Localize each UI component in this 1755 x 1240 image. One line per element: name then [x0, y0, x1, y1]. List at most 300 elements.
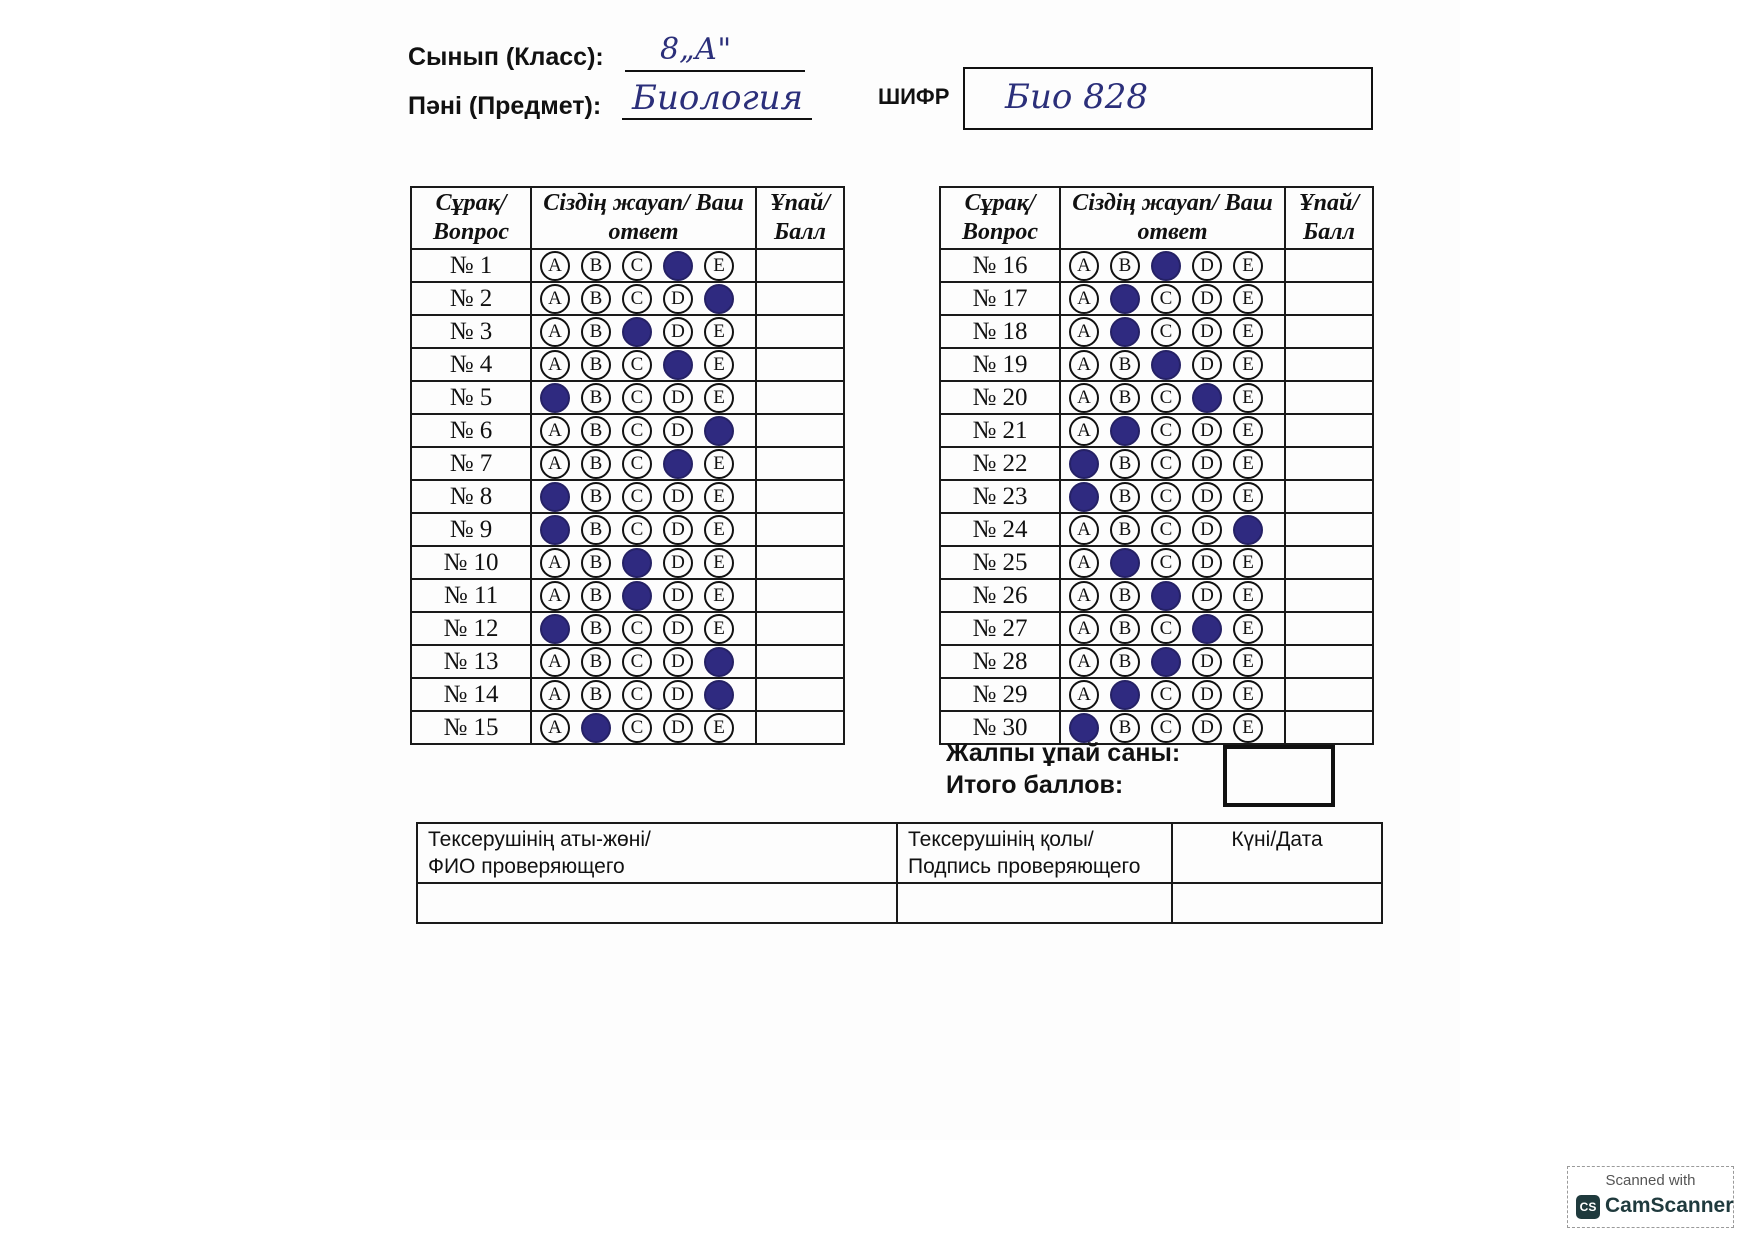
score-cell[interactable]: [1285, 447, 1373, 480]
answer-bubbles: [531, 480, 756, 513]
option-bubble-b[interactable]: B: [1110, 482, 1140, 512]
question-number: № 28: [940, 645, 1060, 678]
score-cell[interactable]: [1285, 645, 1373, 678]
option-bubble-d[interactable]: D: [663, 713, 693, 743]
header-score: Ұпай/ Балл: [756, 187, 844, 249]
option-bubble-d[interactable]: D: [1192, 251, 1222, 281]
question-number: № 12: [411, 612, 531, 645]
question-number: № 22: [940, 447, 1060, 480]
option-bubble-c[interactable]: C: [622, 350, 652, 380]
question-row: [940, 414, 1373, 447]
option-bubble-d[interactable]: D: [1192, 515, 1222, 545]
option-bubble-a[interactable]: A: [1069, 251, 1099, 281]
question-row: [940, 315, 1373, 348]
option-bubble-c[interactable]: C: [1151, 317, 1181, 347]
option-bubble-e[interactable]: E: [704, 317, 734, 347]
question-row: [411, 678, 844, 711]
answer-bubbles: [531, 579, 756, 612]
option-bubble-a[interactable]: A: [540, 284, 570, 314]
question-number: № 4: [411, 348, 531, 381]
answer-bubbles: [1060, 249, 1285, 282]
option-bubble-b[interactable]: [1110, 680, 1140, 710]
option-bubble-a[interactable]: A: [1069, 317, 1099, 347]
option-bubble-b[interactable]: B: [581, 383, 611, 413]
question-row: [411, 711, 844, 744]
option-bubble-e[interactable]: E: [1233, 449, 1263, 479]
option-bubble-d[interactable]: [1192, 614, 1222, 644]
option-bubble-b[interactable]: B: [581, 416, 611, 446]
option-bubble-e[interactable]: E: [1233, 680, 1263, 710]
header-question: Сұрақ/ Вопрос: [411, 187, 531, 249]
question-number: № 20: [940, 381, 1060, 414]
question-number: № 8: [411, 480, 531, 513]
answer-bubbles: [1060, 645, 1285, 678]
option-bubble-b[interactable]: [581, 713, 611, 743]
score-cell[interactable]: [1285, 579, 1373, 612]
option-bubble-b[interactable]: B: [1110, 350, 1140, 380]
option-bubble-e[interactable]: E: [1233, 548, 1263, 578]
checker-name-kz: Тексерушінің аты-жөні/: [428, 828, 651, 851]
score-cell[interactable]: [1285, 348, 1373, 381]
option-bubble-c[interactable]: [1151, 251, 1181, 281]
option-bubble-c[interactable]: [622, 317, 652, 347]
option-bubble-e[interactable]: [704, 416, 734, 446]
option-bubble-a[interactable]: [1069, 449, 1099, 479]
option-bubble-d[interactable]: D: [1192, 449, 1222, 479]
score-cell[interactable]: [1285, 546, 1373, 579]
question-number: № 10: [411, 546, 531, 579]
option-bubble-b[interactable]: B: [581, 680, 611, 710]
answer-table-left: [410, 186, 845, 745]
cipher-label: ШИФР: [878, 84, 950, 109]
option-bubble-d[interactable]: D: [663, 614, 693, 644]
question-number: № 9: [411, 513, 531, 546]
answer-bubbles: [1060, 348, 1285, 381]
answer-bubbles: [1060, 678, 1285, 711]
answer-bubbles: [531, 678, 756, 711]
question-row: [411, 579, 844, 612]
option-bubble-d[interactable]: D: [1192, 317, 1222, 347]
answer-bubbles: [1060, 315, 1285, 348]
option-bubble-b[interactable]: B: [581, 449, 611, 479]
option-bubble-d[interactable]: D: [663, 548, 693, 578]
question-number: № 30: [940, 711, 1060, 744]
cipher-value: Био 828: [1005, 77, 1149, 117]
answer-bubbles: [1060, 282, 1285, 315]
option-bubble-a[interactable]: A: [1069, 416, 1099, 446]
question-number: № 7: [411, 447, 531, 480]
option-bubble-e[interactable]: E: [704, 515, 734, 545]
question-row: [940, 612, 1373, 645]
answer-bubbles: [1060, 513, 1285, 546]
option-bubble-e[interactable]: E: [704, 482, 734, 512]
option-bubble-b[interactable]: B: [1110, 581, 1140, 611]
answer-bubbles: [531, 249, 756, 282]
question-row: [940, 282, 1373, 315]
option-bubble-d[interactable]: D: [663, 581, 693, 611]
option-bubble-b[interactable]: B: [581, 647, 611, 677]
answer-bubbles: [1060, 546, 1285, 579]
option-bubble-e[interactable]: E: [1233, 251, 1263, 281]
option-bubble-c[interactable]: C: [1151, 416, 1181, 446]
option-bubble-b[interactable]: B: [581, 317, 611, 347]
subject-value: Биология: [632, 78, 804, 118]
checker-table: [416, 822, 1383, 924]
question-number: № 15: [411, 711, 531, 744]
option-bubble-d[interactable]: D: [663, 416, 693, 446]
option-bubble-c[interactable]: [1151, 647, 1181, 677]
option-bubble-c[interactable]: C: [1151, 680, 1181, 710]
option-bubble-a[interactable]: A: [540, 350, 570, 380]
question-number: № 23: [940, 480, 1060, 513]
answer-bubbles: [1060, 381, 1285, 414]
checker-name-ru: ФИО проверяющего: [428, 855, 625, 878]
option-bubble-e[interactable]: E: [1233, 713, 1263, 743]
option-bubble-d[interactable]: [663, 449, 693, 479]
score-cell[interactable]: [756, 711, 844, 744]
score-cell[interactable]: [1285, 480, 1373, 513]
question-number: № 27: [940, 612, 1060, 645]
score-cell[interactable]: [1285, 678, 1373, 711]
option-bubble-d[interactable]: D: [663, 482, 693, 512]
subject-label: Пәні (Предмет):: [408, 92, 602, 120]
answer-bubbles: [531, 447, 756, 480]
option-bubble-a[interactable]: A: [1069, 548, 1099, 578]
scanned-with-text: Scanned with: [1605, 1172, 1696, 1189]
answer-bubbles: [531, 348, 756, 381]
option-bubble-d[interactable]: D: [1192, 581, 1222, 611]
option-bubble-b[interactable]: B: [581, 284, 611, 314]
option-bubble-c[interactable]: C: [1151, 383, 1181, 413]
question-number: № 29: [940, 678, 1060, 711]
option-bubble-c[interactable]: C: [622, 482, 652, 512]
checker-date-cell[interactable]: [1172, 883, 1382, 923]
checker-sign-header: [897, 823, 1172, 883]
score-cell[interactable]: [1285, 513, 1373, 546]
header-question: Сұрақ/ Вопрос: [940, 187, 1060, 249]
option-bubble-d[interactable]: D: [663, 284, 693, 314]
class-underline: [625, 70, 805, 72]
option-bubble-c[interactable]: C: [622, 416, 652, 446]
option-bubble-c[interactable]: C: [622, 515, 652, 545]
question-row: [940, 513, 1373, 546]
option-bubble-e[interactable]: E: [1233, 383, 1263, 413]
option-bubble-d[interactable]: D: [1192, 647, 1222, 677]
option-bubble-c[interactable]: C: [1151, 713, 1181, 743]
answer-bubbles: [531, 612, 756, 645]
option-bubble-c[interactable]: C: [622, 449, 652, 479]
option-bubble-b[interactable]: B: [1110, 647, 1140, 677]
option-bubble-a[interactable]: [540, 614, 570, 644]
score-cell[interactable]: [1285, 711, 1373, 744]
answer-bubbles: [1060, 612, 1285, 645]
question-row: [940, 579, 1373, 612]
answer-bubbles: [531, 381, 756, 414]
option-bubble-d[interactable]: D: [1192, 680, 1222, 710]
question-row: [411, 645, 844, 678]
option-bubble-b[interactable]: B: [581, 548, 611, 578]
checker-name-cell[interactable]: [417, 883, 897, 923]
answer-bubbles: [1060, 480, 1285, 513]
option-bubble-b[interactable]: [1110, 416, 1140, 446]
option-bubble-e[interactable]: E: [1233, 482, 1263, 512]
score-cell[interactable]: [1285, 381, 1373, 414]
option-bubble-d[interactable]: [1192, 383, 1222, 413]
option-bubble-b[interactable]: [1110, 548, 1140, 578]
total-label-kz: Жалпы ұпай саны:: [946, 739, 1181, 767]
answer-bubbles: [1060, 579, 1285, 612]
question-row: [940, 447, 1373, 480]
option-bubble-c[interactable]: C: [1151, 449, 1181, 479]
question-number: № 24: [940, 513, 1060, 546]
option-bubble-c[interactable]: [1151, 581, 1181, 611]
option-bubble-d[interactable]: D: [663, 317, 693, 347]
option-bubble-c[interactable]: C: [622, 284, 652, 314]
total-score-box[interactable]: [1223, 745, 1335, 807]
option-bubble-d[interactable]: [663, 251, 693, 281]
option-bubble-a[interactable]: A: [1069, 284, 1099, 314]
score-cell[interactable]: [756, 612, 844, 645]
option-bubble-a[interactable]: [1069, 713, 1099, 743]
option-bubble-e[interactable]: E: [1233, 614, 1263, 644]
cipher-box: [963, 67, 1373, 130]
option-bubble-e[interactable]: E: [704, 548, 734, 578]
score-cell[interactable]: [1285, 315, 1373, 348]
question-number: № 13: [411, 645, 531, 678]
option-bubble-a[interactable]: A: [540, 581, 570, 611]
subject-underline: [622, 118, 812, 120]
option-bubble-e[interactable]: E: [704, 713, 734, 743]
question-number: № 18: [940, 315, 1060, 348]
score-cell[interactable]: [756, 678, 844, 711]
option-bubble-d[interactable]: D: [663, 515, 693, 545]
option-bubble-e[interactable]: [1233, 515, 1263, 545]
score-cell[interactable]: [1285, 414, 1373, 447]
option-bubble-a[interactable]: A: [540, 449, 570, 479]
option-bubble-c[interactable]: C: [622, 680, 652, 710]
total-label-ru: Итого баллов:: [946, 771, 1124, 799]
option-bubble-a[interactable]: [540, 383, 570, 413]
option-bubble-d[interactable]: D: [1192, 713, 1222, 743]
option-bubble-a[interactable]: A: [1069, 680, 1099, 710]
class-value: 8„А": [660, 32, 732, 67]
question-number: № 6: [411, 414, 531, 447]
option-bubble-c[interactable]: C: [622, 713, 652, 743]
option-bubble-a[interactable]: A: [1069, 515, 1099, 545]
score-cell[interactable]: [756, 447, 844, 480]
option-bubble-e[interactable]: E: [704, 614, 734, 644]
option-bubble-a[interactable]: A: [540, 416, 570, 446]
checker-date-header: [1172, 823, 1382, 883]
question-number: № 5: [411, 381, 531, 414]
option-bubble-c[interactable]: [1151, 350, 1181, 380]
option-bubble-a[interactable]: [540, 482, 570, 512]
option-bubble-c[interactable]: C: [1151, 614, 1181, 644]
question-row: [411, 447, 844, 480]
option-bubble-b[interactable]: B: [1110, 383, 1140, 413]
answer-bubbles: [1060, 447, 1285, 480]
option-bubble-b[interactable]: B: [1110, 251, 1140, 281]
score-cell[interactable]: [756, 315, 844, 348]
option-bubble-d[interactable]: D: [663, 680, 693, 710]
option-bubble-a[interactable]: A: [1069, 350, 1099, 380]
answer-bubbles: [531, 414, 756, 447]
score-cell[interactable]: [756, 513, 844, 546]
option-bubble-b[interactable]: B: [1110, 449, 1140, 479]
question-number: № 19: [940, 348, 1060, 381]
question-number: № 2: [411, 282, 531, 315]
question-number: № 16: [940, 249, 1060, 282]
option-bubble-c[interactable]: C: [622, 251, 652, 281]
option-bubble-a[interactable]: A: [540, 548, 570, 578]
answer-bubbles: [531, 315, 756, 348]
answer-table-right: [939, 186, 1374, 745]
option-bubble-e[interactable]: E: [1233, 647, 1263, 677]
option-bubble-e[interactable]: E: [1233, 581, 1263, 611]
option-bubble-a[interactable]: A: [540, 713, 570, 743]
option-bubble-c[interactable]: C: [1151, 284, 1181, 314]
camscanner-name: CamScanner: [1605, 1194, 1734, 1217]
score-cell[interactable]: [756, 480, 844, 513]
option-bubble-a[interactable]: A: [1069, 383, 1099, 413]
option-bubble-c[interactable]: C: [622, 383, 652, 413]
score-cell[interactable]: [756, 645, 844, 678]
option-bubble-e[interactable]: E: [704, 251, 734, 281]
option-bubble-b[interactable]: B: [581, 482, 611, 512]
option-bubble-d[interactable]: D: [663, 647, 693, 677]
question-row: [940, 249, 1373, 282]
answer-bubbles: [531, 282, 756, 315]
question-row: [411, 348, 844, 381]
option-bubble-b[interactable]: B: [1110, 713, 1140, 743]
option-bubble-b[interactable]: [1110, 284, 1140, 314]
option-bubble-d[interactable]: [663, 350, 693, 380]
question-number: № 17: [940, 282, 1060, 315]
camscanner-logo-icon: CS: [1576, 1195, 1600, 1219]
header-answer: Сіздің жауап/ Ваш ответ: [1060, 187, 1285, 249]
question-number: № 25: [940, 546, 1060, 579]
score-cell[interactable]: [756, 282, 844, 315]
option-bubble-e[interactable]: E: [1233, 416, 1263, 446]
answer-bubbles: [531, 711, 756, 744]
question-number: № 26: [940, 579, 1060, 612]
question-row: [411, 249, 844, 282]
score-cell[interactable]: [756, 348, 844, 381]
header-answer: Сіздің жауап/ Ваш ответ: [531, 187, 756, 249]
score-cell[interactable]: [756, 414, 844, 447]
score-cell[interactable]: [1285, 249, 1373, 282]
option-bubble-a[interactable]: A: [540, 317, 570, 347]
answer-bubbles: [531, 546, 756, 579]
option-bubble-b[interactable]: B: [581, 350, 611, 380]
camscanner-watermark: [1567, 1166, 1734, 1228]
option-bubble-c[interactable]: C: [622, 647, 652, 677]
checker-sign-cell[interactable]: [897, 883, 1172, 923]
option-bubble-d[interactable]: D: [1192, 482, 1222, 512]
question-number: № 3: [411, 315, 531, 348]
option-bubble-d[interactable]: D: [1192, 284, 1222, 314]
checker-sign-kz: Тексерушінің қолы/: [908, 828, 1094, 851]
option-bubble-e[interactable]: [704, 647, 734, 677]
score-cell[interactable]: [1285, 282, 1373, 315]
score-cell[interactable]: [1285, 612, 1373, 645]
question-row: [411, 480, 844, 513]
option-bubble-e[interactable]: E: [1233, 284, 1263, 314]
score-cell[interactable]: [756, 546, 844, 579]
option-bubble-e[interactable]: E: [704, 581, 734, 611]
option-bubble-a[interactable]: A: [1069, 647, 1099, 677]
option-bubble-e[interactable]: E: [704, 350, 734, 380]
option-bubble-c[interactable]: [622, 548, 652, 578]
option-bubble-b[interactable]: B: [581, 515, 611, 545]
class-label: Сынып (Класс):: [408, 43, 604, 71]
question-number: № 11: [411, 579, 531, 612]
option-bubble-b[interactable]: [1110, 317, 1140, 347]
option-bubble-a[interactable]: A: [1069, 614, 1099, 644]
question-row: [940, 546, 1373, 579]
option-bubble-c[interactable]: C: [1151, 482, 1181, 512]
option-bubble-e[interactable]: [704, 680, 734, 710]
option-bubble-e[interactable]: E: [704, 383, 734, 413]
option-bubble-d[interactable]: D: [1192, 548, 1222, 578]
option-bubble-a[interactable]: A: [540, 251, 570, 281]
answer-bubbles: [531, 513, 756, 546]
option-bubble-a[interactable]: [1069, 482, 1099, 512]
option-bubble-e[interactable]: [704, 284, 734, 314]
option-bubble-e[interactable]: E: [704, 449, 734, 479]
option-bubble-e[interactable]: E: [1233, 350, 1263, 380]
question-row: [411, 381, 844, 414]
option-bubble-a[interactable]: A: [540, 647, 570, 677]
option-bubble-b[interactable]: B: [1110, 614, 1140, 644]
question-row: [940, 480, 1373, 513]
question-row: [411, 282, 844, 315]
option-bubble-d[interactable]: D: [663, 383, 693, 413]
option-bubble-c[interactable]: C: [1151, 515, 1181, 545]
score-cell[interactable]: [756, 579, 844, 612]
question-row: [940, 381, 1373, 414]
checker-date: Күні/Дата: [1231, 828, 1323, 851]
checker-sign-ru: Подпись проверяющего: [908, 855, 1141, 878]
option-bubble-d[interactable]: D: [1192, 416, 1222, 446]
question-number: № 1: [411, 249, 531, 282]
question-row: [411, 612, 844, 645]
option-bubble-a[interactable]: A: [1069, 581, 1099, 611]
option-bubble-b[interactable]: B: [581, 581, 611, 611]
option-bubble-a[interactable]: [540, 515, 570, 545]
option-bubble-c[interactable]: [622, 581, 652, 611]
option-bubble-c[interactable]: C: [1151, 548, 1181, 578]
option-bubble-a[interactable]: A: [540, 680, 570, 710]
question-number: № 21: [940, 414, 1060, 447]
question-row: [940, 645, 1373, 678]
option-bubble-c[interactable]: C: [622, 614, 652, 644]
score-cell[interactable]: [756, 249, 844, 282]
question-row: [411, 546, 844, 579]
option-bubble-e[interactable]: E: [1233, 317, 1263, 347]
header-score: Ұпай/ Балл: [1285, 187, 1373, 249]
option-bubble-b[interactable]: B: [581, 614, 611, 644]
question-row: [411, 513, 844, 546]
score-cell[interactable]: [756, 381, 844, 414]
answer-bubbles: [531, 645, 756, 678]
question-row: [411, 315, 844, 348]
option-bubble-d[interactable]: D: [1192, 350, 1222, 380]
question-row: [940, 678, 1373, 711]
option-bubble-b[interactable]: B: [1110, 515, 1140, 545]
option-bubble-b[interactable]: B: [581, 251, 611, 281]
answer-bubbles: [1060, 414, 1285, 447]
